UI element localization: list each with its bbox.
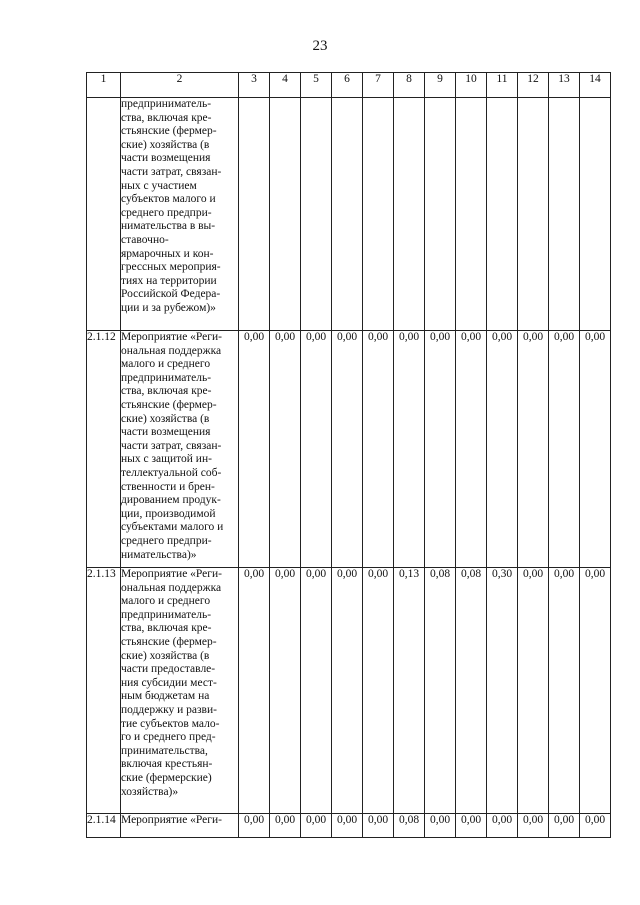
description-line: ства, включая кре-: [121, 385, 212, 398]
value-cell: [580, 98, 611, 331]
value-cell: 0,00: [425, 814, 456, 838]
description-line: малого и среднего: [121, 358, 211, 371]
value-cell: 0,00: [270, 814, 301, 838]
description-line: ональная поддержка: [121, 581, 222, 594]
value-cell: [332, 98, 363, 331]
header-cell: 1: [87, 73, 121, 98]
description-line: ские (фермерские): [121, 771, 212, 784]
description-line: ярмарочных и кон-: [121, 247, 214, 260]
header-cell: 14: [580, 73, 611, 98]
description-line: стьянские (фермер-: [121, 125, 217, 138]
description-line: ных с участием: [121, 179, 197, 192]
description-line: ным бюджетам на: [121, 690, 210, 703]
value-cell: 0,00: [363, 568, 394, 814]
value-cell: 0,00: [270, 568, 301, 814]
table-row: [87, 98, 611, 331]
description-line: Российской Федера-: [121, 288, 221, 301]
value-cell: 0,00: [487, 814, 518, 838]
description-line: ния субсидии мест-: [121, 676, 217, 689]
row-description: [121, 568, 239, 814]
header-cell: 9: [425, 73, 456, 98]
header-cell: 6: [332, 73, 363, 98]
description-line: хозяйства)»: [121, 785, 179, 798]
row-description: [121, 814, 239, 838]
value-cell: 0,00: [270, 331, 301, 568]
budget-table: [86, 72, 611, 838]
description-line: стьянские (фермер-: [121, 398, 217, 411]
row-number: 2.1.12: [87, 331, 121, 568]
value-cell: 0,00: [580, 814, 611, 838]
value-cell: 0,00: [363, 814, 394, 838]
description-line: принимательства,: [121, 744, 208, 757]
description-line: ции и за рубежом)»: [121, 301, 216, 314]
value-cell: 0,00: [425, 331, 456, 568]
description-line: Мероприятие «Реги-: [121, 568, 222, 580]
value-cell: 0,08: [394, 814, 425, 838]
header-cell: 3: [239, 73, 270, 98]
value-cell: 0,00: [518, 331, 549, 568]
value-cell: 0,00: [301, 568, 332, 814]
description-line: части возмещения: [121, 426, 211, 439]
description-line: ские) хозяйства (в: [121, 649, 210, 662]
value-cell: 0,00: [301, 814, 332, 838]
value-cell: [518, 98, 549, 331]
description-line: нимательства в вы-: [121, 220, 216, 233]
value-cell: 0,00: [332, 331, 363, 568]
value-cell: 0,00: [580, 331, 611, 568]
header-cell: 8: [394, 73, 425, 98]
description-line: го и среднего пред-: [121, 731, 216, 744]
value-cell: [301, 98, 332, 331]
value-cell: [394, 98, 425, 331]
header-cell: 2: [121, 73, 239, 98]
description-line: части предоставле-: [121, 663, 216, 676]
description-line: Мероприятие «Реги-: [121, 331, 222, 343]
value-cell: 0,00: [332, 568, 363, 814]
description-line: грессных мероприя-: [121, 261, 221, 274]
value-cell: [549, 98, 580, 331]
row-description: [121, 331, 239, 568]
description-line: ставочно-: [121, 233, 169, 246]
value-cell: 0,00: [487, 331, 518, 568]
description-line: ства, включая кре-: [121, 111, 212, 124]
value-cell: 0,00: [518, 568, 549, 814]
description-line: субъектами малого и: [121, 521, 224, 534]
description-line: среднего предпри-: [121, 206, 212, 219]
value-cell: [425, 98, 456, 331]
header-cell: 5: [301, 73, 332, 98]
description-line: среднего предпри-: [121, 534, 212, 547]
description-line: тиях на территории: [121, 274, 217, 287]
table-row: [87, 331, 611, 568]
value-cell: 0,00: [239, 568, 270, 814]
description-line: поддержку и разви-: [121, 703, 217, 716]
description-line: ства, включая кре-: [121, 622, 212, 635]
value-cell: [456, 98, 487, 331]
value-cell: [363, 98, 394, 331]
description-line: предприниматель-: [121, 371, 212, 384]
description-line: ции, производимой: [121, 507, 216, 520]
description-line: ские) хозяйства (в: [121, 412, 210, 425]
value-cell: 0,00: [549, 814, 580, 838]
description-line: субъектов малого и: [121, 193, 216, 206]
table-row: [87, 568, 611, 814]
header-row: [87, 73, 611, 98]
description-line: тие субъектов мало-: [121, 717, 220, 730]
description-line: предприниматель-: [121, 608, 212, 621]
value-cell: 0,13: [394, 568, 425, 814]
value-cell: [487, 98, 518, 331]
description-line: стьянские (фермер-: [121, 635, 217, 648]
header-cell: 13: [549, 73, 580, 98]
value-cell: 0,30: [487, 568, 518, 814]
description-line: части затрат, связан-: [121, 165, 222, 178]
value-cell: 0,00: [456, 331, 487, 568]
description-line: дированием продук-: [121, 494, 221, 507]
description-line: ных с защитой ин-: [121, 453, 212, 466]
description-line: ональная поддержка: [121, 344, 222, 357]
description-line: малого и среднего: [121, 595, 211, 608]
header-cell: 4: [270, 73, 301, 98]
header-cell: 11: [487, 73, 518, 98]
value-cell: 0,00: [239, 331, 270, 568]
table-row: [87, 814, 611, 838]
value-cell: [270, 98, 301, 331]
description-line: ские) хозяйства (в: [121, 138, 210, 151]
value-cell: [239, 98, 270, 331]
description-line: предприниматель-: [121, 98, 212, 110]
header-cell: 10: [456, 73, 487, 98]
value-cell: 0,00: [301, 331, 332, 568]
description-line: ственности и брен-: [121, 480, 215, 493]
description-line: включая крестьян-: [121, 758, 213, 771]
description-line: части затрат, связан-: [121, 439, 222, 452]
value-cell: 0,00: [580, 568, 611, 814]
description-line: Мероприятие «Реги-: [121, 814, 222, 826]
header-cell: 7: [363, 73, 394, 98]
description-line: теллектуальной соб-: [121, 466, 222, 479]
page-number: 23: [312, 38, 328, 54]
value-cell: 0,00: [332, 814, 363, 838]
row-number: 2.1.14: [87, 814, 121, 838]
value-cell: 0,00: [549, 568, 580, 814]
row-number: 2.1.13: [87, 568, 121, 814]
row-number: [87, 98, 121, 331]
value-cell: 0,00: [394, 331, 425, 568]
description-line: нимательства)»: [121, 548, 197, 561]
value-cell: 0,00: [363, 331, 394, 568]
description-line: части возмещения: [121, 152, 211, 165]
row-description: [121, 98, 239, 331]
value-cell: 0,00: [549, 331, 580, 568]
value-cell: 0,00: [239, 814, 270, 838]
value-cell: 0,00: [518, 814, 549, 838]
value-cell: 0,08: [456, 568, 487, 814]
value-cell: 0,08: [425, 568, 456, 814]
header-cell: 12: [518, 73, 549, 98]
value-cell: 0,00: [456, 814, 487, 838]
